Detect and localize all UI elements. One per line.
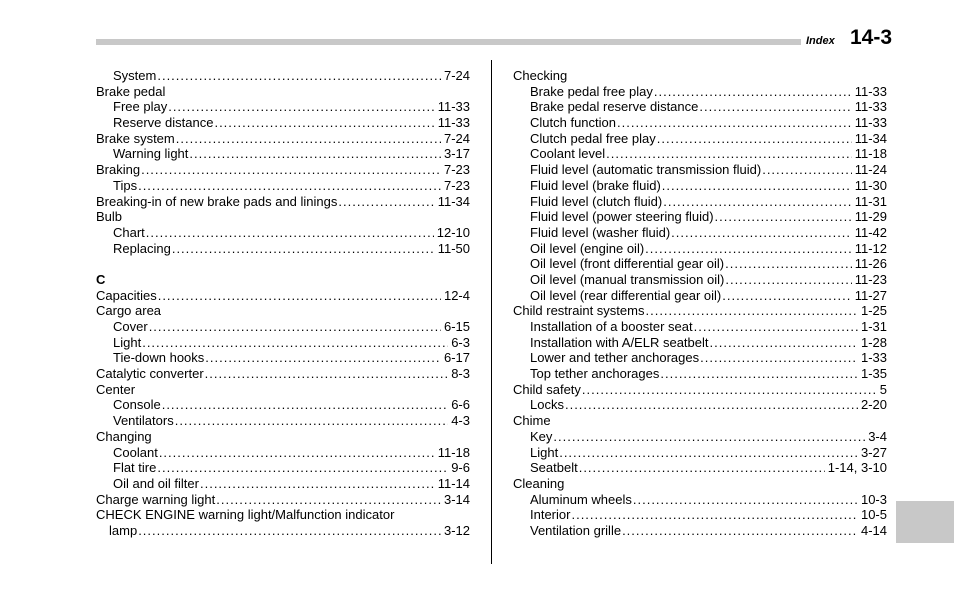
- index-entry: [513, 115, 887, 131]
- index-entry-label: Replacing: [113, 240, 171, 256]
- index-entry-page: 2-20: [860, 397, 887, 413]
- index-entry-page: 10-3: [860, 491, 887, 507]
- index-entry-label: Aluminum wheels: [530, 491, 632, 507]
- index-entry: [513, 162, 887, 178]
- index-entry-label: Braking: [96, 162, 141, 178]
- index-entry-page: 11-12: [854, 240, 887, 256]
- index-entry-label: Breaking-in of new brake pads and linings: [96, 193, 338, 209]
- index-entry: [96, 146, 470, 162]
- index-entry-page: 11-30: [854, 177, 887, 193]
- index-entry-label: Installation of a booster seat: [530, 319, 693, 334]
- index-entry: [96, 350, 470, 366]
- index-entry-label: Cleaning: [513, 475, 565, 491]
- dot-leader: [565, 397, 858, 413]
- dot-leader: [138, 523, 441, 539]
- index-entry-label: Chart: [113, 224, 145, 240]
- index-entry-page: 11-27: [854, 287, 887, 303]
- index-entry: [96, 131, 470, 147]
- index-entry: [513, 507, 887, 523]
- index-entry-label: Coolant: [113, 444, 158, 460]
- index-entry: [96, 84, 470, 100]
- index-entry-label: Child safety: [513, 381, 581, 397]
- index-entry-label: Free play: [113, 99, 168, 115]
- index-entry: [513, 445, 887, 461]
- index-entry-page: 3-4: [868, 428, 887, 444]
- index-entry-page: 11-24: [854, 162, 887, 178]
- index-entry-label: Cover: [113, 319, 148, 334]
- index-entry: [513, 131, 887, 147]
- index-entry-page: 7-24: [443, 68, 470, 83]
- dot-leader: [146, 225, 434, 241]
- dot-leader: [200, 476, 435, 492]
- index-entry: [513, 413, 887, 429]
- page-number: 14-3: [850, 26, 893, 49]
- index-entry: [96, 115, 470, 131]
- index-spacer: [96, 256, 470, 272]
- index-entry-page: 11-18: [854, 146, 887, 162]
- index-entry: [513, 397, 887, 413]
- dot-leader: [671, 225, 852, 241]
- dot-leader: [617, 115, 852, 131]
- index-entry: [513, 303, 887, 319]
- index-entry: [96, 303, 470, 319]
- index-entry: [96, 319, 470, 335]
- dot-leader: [657, 131, 852, 147]
- index-entry-label: C: [96, 271, 106, 287]
- index-entry-label: Charge warning light: [96, 491, 216, 507]
- index-entry: [513, 241, 887, 257]
- index-entry-label: Changing: [96, 428, 152, 444]
- index-entry: [513, 178, 887, 194]
- index-entry-page: 6-3: [451, 334, 470, 350]
- index-entry-label: Tie-down hooks: [113, 350, 205, 366]
- index-entry-page: 12-4: [443, 287, 470, 303]
- index-entry-page: 1-35: [860, 366, 887, 382]
- index-entry-label: Brake pedal: [96, 83, 166, 99]
- dot-leader: [216, 492, 441, 508]
- dot-leader: [662, 178, 852, 194]
- dot-leader: [699, 99, 851, 115]
- dot-leader: [189, 146, 441, 162]
- index-entry-label: Fluid level (washer fluid): [530, 224, 671, 240]
- index-entry-page: 5: [879, 381, 887, 397]
- index-entry: [96, 288, 470, 304]
- index-entry: [513, 492, 887, 508]
- index-entry-page: 7-23: [443, 177, 470, 193]
- index-entry-label: Bulb: [96, 209, 123, 225]
- dot-leader: [571, 507, 858, 523]
- index-entry-page: 11-33: [854, 99, 887, 115]
- dot-leader: [138, 178, 441, 194]
- index-entry-page: 1-31: [860, 319, 887, 334]
- dot-leader: [725, 272, 851, 288]
- index-entry-page: 11-33: [437, 115, 470, 131]
- index-entry: [96, 382, 470, 398]
- index-entry-page: 11-31: [854, 193, 887, 209]
- index-entry-label: Oil level (manual transmission oil): [530, 271, 725, 287]
- index-entry-label: Child restraint systems: [513, 303, 645, 319]
- index-entry-label: Oil level (front differential gear oil): [530, 256, 725, 272]
- index-entry-page: 11-14: [437, 475, 470, 491]
- index-entry: [513, 476, 887, 492]
- index-entry-page: 3-12: [443, 522, 470, 538]
- dot-leader: [162, 397, 449, 413]
- index-entry: [513, 256, 887, 272]
- index-entry-page: 11-34: [854, 130, 887, 146]
- index-entry-page: 12-10: [436, 224, 470, 240]
- index-entry-page: 11-33: [854, 83, 887, 99]
- index-entry-page: 11-18: [437, 444, 470, 460]
- index-entry: [513, 382, 887, 398]
- index-entry-page: 6-15: [443, 319, 470, 334]
- dot-leader: [762, 162, 852, 178]
- index-entry-label: Brake pedal reserve distance: [530, 99, 699, 115]
- index-entry-label: Brake pedal free play: [530, 83, 653, 99]
- index-entry: [96, 225, 470, 241]
- index-entry-label: Installation with A/ELR seatbelt: [530, 334, 709, 350]
- dot-leader: [660, 366, 858, 382]
- index-entry-label: Key: [530, 428, 553, 444]
- index-entry-page: 6-6: [451, 397, 470, 413]
- index-entry-page: 7-24: [443, 130, 470, 146]
- index-entry: [513, 68, 887, 84]
- dot-leader: [205, 366, 449, 382]
- index-column-left: [96, 68, 470, 539]
- index-column-right: [513, 68, 887, 539]
- index-entry-label: Clutch function: [530, 115, 616, 131]
- index-entry-page: 11-34: [437, 193, 470, 209]
- dot-leader: [553, 429, 865, 445]
- index-entry-page: 11-50: [437, 240, 470, 256]
- dot-leader: [142, 335, 448, 351]
- index-entry-page: 3-27: [860, 444, 887, 460]
- dot-leader: [172, 241, 435, 257]
- index-entry: [96, 366, 470, 382]
- index-entry: [513, 194, 887, 210]
- index-entry-page: 1-28: [860, 334, 887, 350]
- index-entry-label: Fluid level (clutch fluid): [530, 193, 663, 209]
- dot-leader: [645, 241, 852, 257]
- index-entry: [513, 523, 887, 539]
- index-entry-label: Coolant level: [530, 146, 606, 162]
- index-entry: [513, 429, 887, 445]
- index-entry-page: 11-33: [854, 115, 887, 131]
- dot-leader: [654, 84, 852, 100]
- index-entry: [96, 209, 470, 225]
- dot-leader: [694, 319, 858, 335]
- dot-leader: [157, 68, 441, 84]
- index-entry-label: Cargo area: [96, 303, 162, 319]
- dot-leader: [710, 335, 858, 351]
- index-entry: [96, 476, 470, 492]
- index-entry-page: 7-23: [443, 162, 470, 178]
- index-entry-page: 3-14: [443, 491, 470, 507]
- dot-leader: [214, 115, 434, 131]
- index-entry-label: Lower and tether anchorages: [530, 350, 700, 366]
- index-entry-label: System: [113, 68, 157, 83]
- index-entry: [513, 225, 887, 241]
- index-entry: [96, 68, 470, 84]
- dot-leader: [715, 209, 852, 225]
- index-entry-label: Oil level (rear differential gear oil): [530, 287, 722, 303]
- index-entry: [513, 319, 887, 335]
- index-entry-label: Ventilation grille: [530, 522, 622, 538]
- index-entry: [96, 397, 470, 413]
- dot-leader: [722, 288, 851, 304]
- index-entry-label: Clutch pedal free play: [530, 130, 656, 146]
- index-entry: [96, 429, 470, 445]
- column-divider: [491, 60, 492, 564]
- dot-leader: [159, 445, 435, 461]
- index-entry: [96, 507, 470, 523]
- index-entry: [513, 84, 887, 100]
- index-entry-page: 10-5: [860, 507, 887, 523]
- index-entry-label: Light: [113, 334, 142, 350]
- index-entry: [96, 241, 470, 257]
- dot-leader: [579, 460, 825, 476]
- index-entry-page: 1-25: [860, 303, 887, 319]
- index-entry-page: 11-29: [854, 209, 887, 225]
- index-entry-label: Fluid level (automatic transmission fluid): [530, 162, 762, 178]
- index-entry-label: Top tether anchorages: [530, 366, 660, 382]
- index-entry: [513, 460, 887, 476]
- index-entry-label: Reserve distance: [113, 115, 214, 131]
- header-rule: [96, 39, 801, 45]
- index-entry-page: 4-14: [860, 522, 887, 538]
- index-entry-page: 4-3: [451, 413, 470, 429]
- dot-leader: [645, 303, 857, 319]
- index-entry-label: Center: [96, 381, 136, 397]
- index-entry-label: Fluid level (brake fluid): [530, 177, 661, 193]
- index-entry: [513, 366, 887, 382]
- dot-leader: [158, 288, 441, 304]
- dot-leader: [700, 350, 858, 366]
- index-entry-page: 8-3: [451, 366, 470, 382]
- index-entry-page: 11-23: [854, 271, 887, 287]
- dot-leader: [149, 319, 441, 335]
- index-entry-label: Oil level (engine oil): [530, 240, 645, 256]
- thumb-index-tab: [896, 501, 954, 543]
- dot-leader: [606, 146, 852, 162]
- index-entry: [96, 99, 470, 115]
- index-entry: [96, 523, 470, 539]
- section-title: Index: [806, 35, 835, 47]
- index-entry-page: 6-17: [443, 350, 470, 366]
- index-entry: [513, 350, 887, 366]
- index-entry-label: Warning light: [113, 146, 189, 162]
- index-entry-page: 11-26: [854, 256, 887, 272]
- dot-leader: [559, 445, 858, 461]
- index-entry-page: 1-14, 3-10: [827, 460, 887, 476]
- dot-leader: [205, 350, 441, 366]
- dot-leader: [175, 413, 449, 429]
- index-entry: [513, 288, 887, 304]
- index-entry-label: Catalytic converter: [96, 366, 204, 382]
- index-entry-label: Flat tire: [113, 460, 157, 476]
- index-entry-label: Interior: [530, 507, 571, 523]
- index-entry: [513, 146, 887, 162]
- index-entry-page: 1-33: [860, 350, 887, 366]
- dot-leader: [582, 382, 877, 398]
- index-entry: [96, 194, 470, 210]
- index-entry: [96, 460, 470, 476]
- index-entry: [96, 492, 470, 508]
- dot-leader: [622, 523, 858, 539]
- index-entry-page: 9-6: [451, 460, 470, 476]
- index-entry: [96, 335, 470, 351]
- dot-leader: [157, 460, 448, 476]
- index-entry-label: Fluid level (power steering fluid): [530, 209, 714, 225]
- index-entry-page: 11-33: [437, 99, 470, 115]
- index-entry-label: Chime: [513, 413, 551, 429]
- index-entry-label: Seatbelt: [530, 460, 578, 476]
- index-entry-label: CHECK ENGINE warning light/Malfunction indicator: [96, 507, 395, 523]
- index-entry: [96, 413, 470, 429]
- index-entry: [513, 209, 887, 225]
- index-letter-heading: [96, 272, 470, 288]
- index-entry: [513, 272, 887, 288]
- dot-leader: [663, 194, 851, 210]
- index-entry-label: Checking: [513, 68, 568, 83]
- index-entry-label: Brake system: [96, 130, 175, 146]
- index-entry-label: Oil and oil filter: [113, 475, 199, 491]
- dot-leader: [176, 131, 441, 147]
- index-entry-label: Tips: [113, 177, 138, 193]
- dot-leader: [633, 492, 858, 508]
- index-entry: [96, 178, 470, 194]
- dot-leader: [338, 194, 434, 210]
- index-entry-label: Console: [113, 397, 161, 413]
- dot-leader: [725, 256, 852, 272]
- index-entry: [513, 335, 887, 351]
- index-entry: [96, 445, 470, 461]
- index-entry-page: 11-42: [854, 224, 887, 240]
- dot-leader: [141, 162, 441, 178]
- index-entry-label: Locks: [530, 397, 564, 413]
- index-entry-label: Capacities: [96, 287, 157, 303]
- dot-leader: [168, 99, 435, 115]
- index-entry-label: lamp: [109, 522, 138, 538]
- index-entry-label: Ventilators: [113, 413, 174, 429]
- index-entry: [96, 162, 470, 178]
- index-entry-page: 3-17: [443, 146, 470, 162]
- index-entry: [513, 99, 887, 115]
- index-entry-label: Light: [530, 444, 559, 460]
